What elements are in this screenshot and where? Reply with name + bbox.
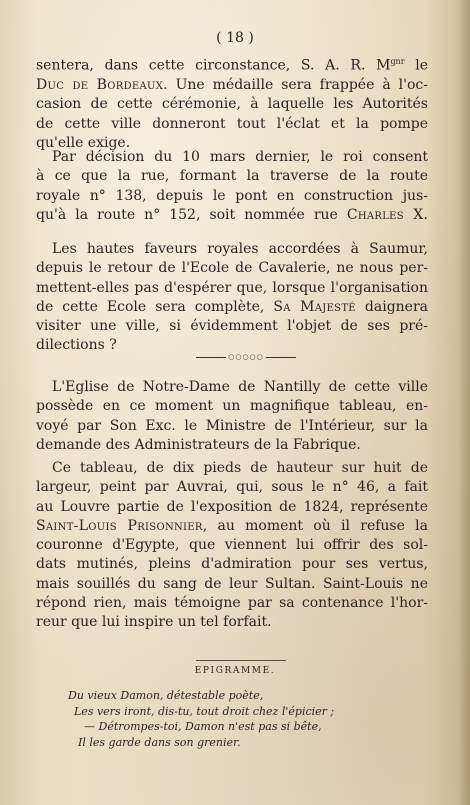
poem-line: Du vieux Damon, détestable poète, [68,689,264,702]
text-line: possède en ce moment un magnifique tableau, en- [36,398,428,415]
divider-dots: ○○○○○ [228,353,264,361]
poem-line: — Détrompes-toi, Damon n'est pas si bête, [84,720,322,733]
text-line [36,76,428,95]
poem-line: Les vers iront, dis-tu, tout droit chez l'épicier ; [74,704,335,718]
text-line: couronne d'Egypte, que viennent lui offrir des sol- [36,537,428,554]
text-line: de cette ville donneront tout l'éclat et la pompe [36,115,428,132]
text-line: dilections ? [36,337,117,354]
text-run: le [404,57,429,74]
text-line: dats mutinés, pleins d'admiration pour ses vertus, [36,556,428,573]
text-line: voyé par Son Exc. le Ministre de l'Intérieur, sur la [36,417,428,434]
paragraph-rue-charles-x [36,148,428,225]
paragraph-ecole-cavalerie [36,240,428,356]
text-line [36,52,428,76]
text-line: L'Eglise de Notre-Dame de Nantilly de cette ville [52,379,428,395]
epigram-poem [68,688,408,750]
text-run: . Une médaille sera frappée à l'oc- [163,76,428,93]
name-duc-de-bordeaux: Duc de Bordeaux [36,76,164,93]
text-run: qu'à la route n° 152, soit nommée rue [36,206,347,223]
superscript: gnr [390,57,405,66]
text-line: casion de cette cérémonie, à laquelle les Autorités [36,96,428,113]
text-line: mettent-elles pas d'espérer que, lorsque l'organisation [36,279,428,296]
text-line: Par décision du 10 mars dernier, le roi consent [52,149,428,165]
text-line: visiter une ville, si évidemment l'objet de ses pré- [36,318,428,335]
text-run: de cette Ecole sera complète, [36,298,274,315]
paragraph-eglise-nantilly [36,378,428,455]
page-number: ( 18 ) [216,30,254,46]
poem-line: Il les garde dans son grenier. [78,735,241,749]
divider-rule [266,357,296,358]
text-line [36,517,428,536]
text-line: au Louvre partie de l'exposition de 1824, représente [36,498,428,515]
text-line: Les hautes faveurs royales accordées à Saumur, [52,241,428,257]
text-run: , au moment où il refuse la [202,517,428,534]
text-line: à ce que la rue, formant la traverse de la route [36,168,428,185]
text-run: sentera, dans cette circonstance, S. A. R. M [36,57,391,74]
divider-rule [196,357,226,358]
paragraph-tableau [36,459,428,633]
page-fold-shadow [458,0,470,805]
text-run: daignera [355,298,428,315]
text-line: Ce tableau, de dix pieds de hauteur sur huit de [52,460,428,476]
text-line: mais souillés du sang de leur Sultan. Saint-Louis ne [36,575,428,592]
text-run: . [423,206,428,223]
text-line: demande des Administrateurs de la Fabrique. [36,436,361,453]
name-saint-louis-prisonnier: Saint-Louis Prisonnier [36,517,203,534]
text-line: largeur, peint par Auvrai, qui, sous le n° 46, a fait [36,479,428,496]
epigram-title: EPIGRAMME. [194,666,276,676]
epigram-rule [196,660,286,661]
text-line: répond rien, mais témoigne par sa contenance l'hor- [36,595,428,612]
text-line: reur que lui inspire un tel forfait. [36,614,272,631]
paragraph-ceremony [36,52,428,153]
name-charles-x: Charles X [346,206,424,223]
text-line: depuis le retour de l'Ecole de Cavalerie, ne nous per- [36,260,428,277]
text-line: qu'elle exige. [36,134,131,151]
section-divider-ornament [196,352,296,362]
text-line: royale n° 138, depuis le pont en construction jus- [36,187,428,204]
name-sa-majeste: Sa Majesté [273,298,356,315]
text-line [36,206,428,225]
text-line [36,298,428,317]
